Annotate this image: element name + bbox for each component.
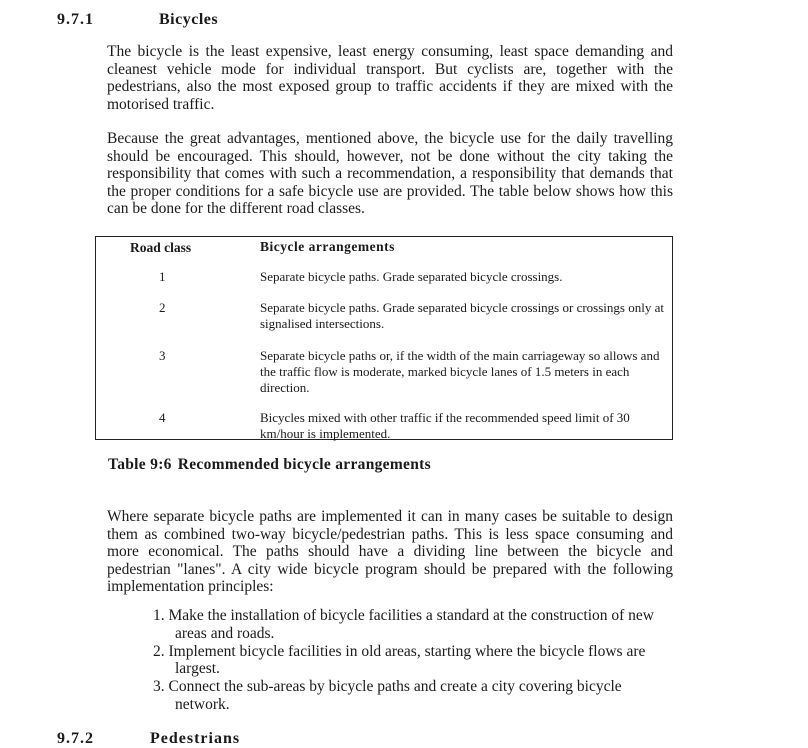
road-class-number: 1 (159, 269, 166, 284)
list-item (153, 643, 673, 678)
table-caption-label: Table 9:6 (108, 456, 172, 473)
section-title: Bicycles (159, 11, 219, 28)
list-item (153, 607, 673, 642)
header-bicycle-arrangements: Bicycle arrangements (260, 239, 395, 254)
bicycle-arrangements-table (95, 236, 673, 440)
intro-paragraph: The bicycle is the least expensive, least energy consuming, least space demanding and cleanest vehicle mode for individual transport. But cyclists are, together with the pedestrians, also the most exposed group to traffic accidents if they are mixed with the motorised traffic. (107, 43, 673, 113)
principles-list (153, 607, 673, 714)
arrangement-text: Separate bicycle paths. Grade separated bicycle crossings or crossings only at signalised intersections. (260, 300, 664, 331)
list-marker: 2. (153, 642, 165, 660)
next-section-heading (57, 730, 240, 748)
section-number: 9.7.1 (57, 11, 94, 28)
arrangement-text: Separate bicycle paths or, if the width of the main carriageway so allows and the traffic flow is moderate, marked bicycle lanes of 1.5 meters in each direction. (260, 348, 660, 395)
next-section-number: 9.7.2 (57, 730, 94, 747)
separate-paths-paragraph: Where separate bicycle paths are implemented it can in many cases be suitable to design them as combined two-way bicycle/pedestrian paths. This is less space consuming and more economical. The paths should have a dividing line between the bicycle and pedestrian "lanes". A city wide bicycle program should be prepared with the following implementation principles: (107, 508, 673, 595)
arrangement-text: Bicycles mixed with other traffic if the recommended speed limit of 30 km/hour is implemented. (260, 410, 630, 441)
advantages-paragraph: Because the great advantages, mentioned above, the bicycle use for the daily travelling should be encouraged. This should, however, not be done without the city taking the responsibility that comes with such a recommendation, a responsibility that demands that the proper conditions for a safe bicycle use are provided. The table below shows how this can be done for the different road classes. (107, 130, 673, 217)
list-item-text: Connect the sub-areas by bicycle paths and create a city covering bicycle network. (168, 678, 622, 713)
header-road-class: Road class (130, 240, 192, 255)
list-item-text: Implement bicycle facilities in old areas, starting where the bicycle flows are largest. (168, 642, 646, 677)
list-item-text: Make the installation of bicycle facilities a standard at the construction of new areas and roads. (168, 607, 655, 642)
next-section-title: Pedestrians (150, 730, 241, 747)
table-caption-text: Recommended bicycle arrangements (177, 456, 431, 473)
road-class-number: 4 (159, 410, 166, 425)
list-marker: 3. (153, 678, 165, 695)
road-class-number: 3 (159, 348, 166, 363)
list-item (153, 678, 673, 713)
arrangement-text: Separate bicycle paths. Grade separated bicycle crossings. (260, 269, 563, 284)
list-marker: 1. (153, 607, 165, 624)
road-class-number: 2 (159, 300, 166, 315)
table-caption (108, 456, 431, 474)
